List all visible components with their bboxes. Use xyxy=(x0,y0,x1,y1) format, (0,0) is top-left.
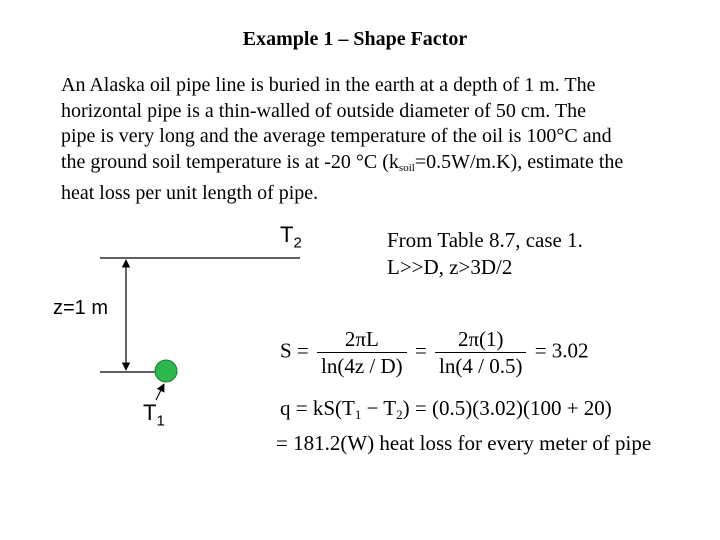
result-value: = 181.2(W) xyxy=(276,431,375,455)
s-lhs: S = xyxy=(280,338,309,363)
table-reference: From Table 8.7, case 1. xyxy=(387,228,583,252)
problem-text: =0.5W/m.K), estimate the xyxy=(414,150,624,173)
equals-sign: = xyxy=(414,338,427,363)
problem-line: heat loss per unit length of pipe. xyxy=(61,182,319,204)
t2-label: $T_2$ xyxy=(280,222,302,252)
s-result: = 3.02 xyxy=(534,338,589,363)
depth-label: z=1 m xyxy=(53,297,109,319)
k-subscript: soil xyxy=(398,161,415,174)
fraction-substituted xyxy=(435,326,526,379)
fraction-numerator: 2πL xyxy=(317,326,407,353)
heat-loss-equation: $q = kS(T_1 - T_2) = (0.5)(3.02)(100 + 20)$ xyxy=(280,396,612,422)
fraction-denominator: ln(4 / 0.5) xyxy=(439,354,523,378)
problem-line: An Alaska oil pipe line is buried in the earth at a depth of 1 m. The xyxy=(61,74,596,96)
result-note: heat loss for every meter of pipe xyxy=(379,431,652,455)
problem-line: pipe is very long and the average temperature of the oil is 100°C and xyxy=(61,125,612,147)
fraction-numerator: 2π(1) xyxy=(435,326,526,353)
problem-text: the ground soil temperature is at -20 °C (k xyxy=(61,150,399,173)
fraction-general xyxy=(317,326,407,379)
t1-pointer-arrow xyxy=(156,384,164,400)
table-condition: L>>D, z>3D/2 xyxy=(387,255,513,279)
fraction-denominator: ln(4z / D) xyxy=(321,354,403,378)
pipe-icon xyxy=(155,360,177,382)
t1-label: $T_1$ xyxy=(143,400,165,430)
shape-factor-equation xyxy=(280,326,589,379)
problem-line: horizontal pipe is a thin-walled of outside diameter of 50 cm. The xyxy=(61,99,587,122)
heat-loss-result xyxy=(276,431,651,456)
slide-title: Example 1 – Shape Factor xyxy=(242,28,468,50)
